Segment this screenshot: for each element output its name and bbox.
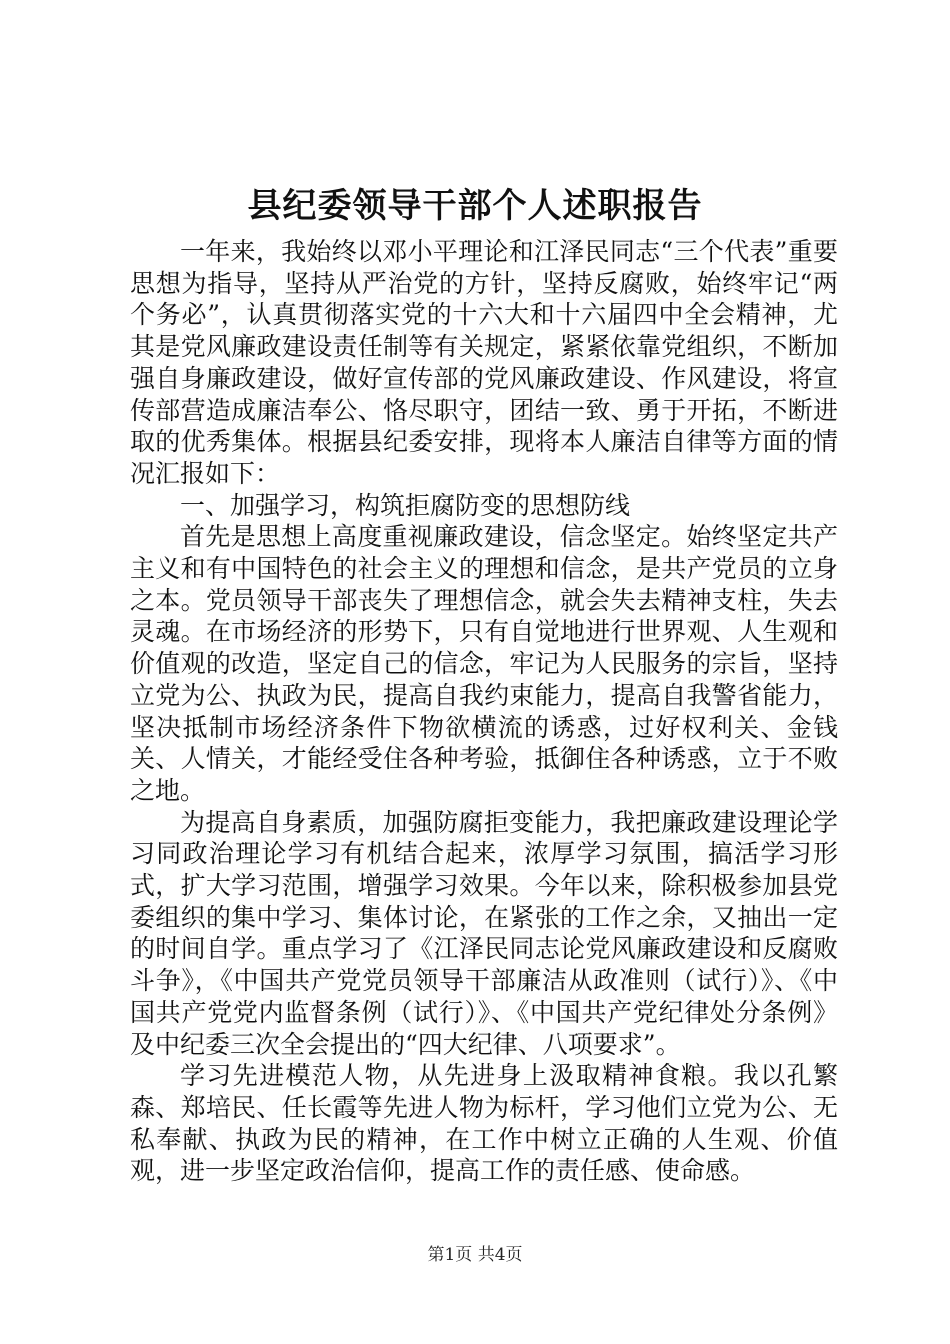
section-heading-1: 一、加强学习，构筑拒腐防变的思想防线 <box>180 490 631 520</box>
document-title: 县纪委领导干部个人述职报告 <box>247 186 703 226</box>
paragraph-belief: 首先是思想上高度重视廉政建设，信念坚定。始终坚定共产主义和有中国特色的社会主义的理想和信念，是共产党员的立身之本。党员领导干部丧失了理想信念，就会失去精神支柱，失去灵魂。在市场经济的形势下，只有自觉地进行世界观、人生观和价值观的改造，坚定自己的信念，牢记为人民服务的宗旨，坚持立党为公、执政为民，提高自我约束能力，提高自我警省能力，坚决抵制市场经济条件下物欲横流的诱惑，过好权利关、金钱关、人情关，才能经受住各种考验，抵御住各种诱惑，立于不败之地。 <box>130 522 838 805</box>
document-body <box>130 236 838 1187</box>
paragraph-intro: 一年来，我始终以邓小平理论和江泽民同志“三个代表”重要思想为指导，坚持从严治党的方针，坚持反腐败，始终牢记“两个务必”，认真贯彻落实党的十六大和十六届四中全会精神，尤其是党风廉政建设责任制等有关规定，紧紧依靠党组织，不断加强自身廉政建设，做好宣传部的党风廉政建设、作风建设，将宣传部营造成廉洁奉公、恪尽职守，团结一致、勇于开拓，不断进取的优秀集体。根据县纪委安排，现将本人廉洁自律等方面的情况汇报如下： <box>130 237 838 488</box>
page-footer: 第1页 共4页 <box>427 1245 523 1265</box>
paragraph-models: 学习先进模范人物，从先进身上汲取精神食粮。我以孔繁森、郑培民、任长霞等先进人物为标杆，学习他们立党为公、无私奉献、执政为民的精神，在工作中树立正确的人生观、价值观，进一步坚定政治信仰，提高工作的责任感、使命感。 <box>130 1061 838 1186</box>
paragraph-study: 为提高自身素质，加强防腐拒变能力，我把廉政建设理论学习同政治理论学习有机结合起来，浓厚学习氛围，搞活学习形式，扩大学习范围，增强学习效果。今年以来，除积极参加县党委组织的集中学习、集体讨论，在紧张的工作之余，又抽出一定的时间自学。重点学习了《江泽民同志论党风廉政建设和反腐败斗争》，《中国共产党党员领导干部廉洁从政准则（试行）》、《中国共产党党内监督条例（试行）》、《中国共产党纪律处分条例》及中纪委三次全会提出的“四大纪律、八项要求”。 <box>130 807 838 1059</box>
